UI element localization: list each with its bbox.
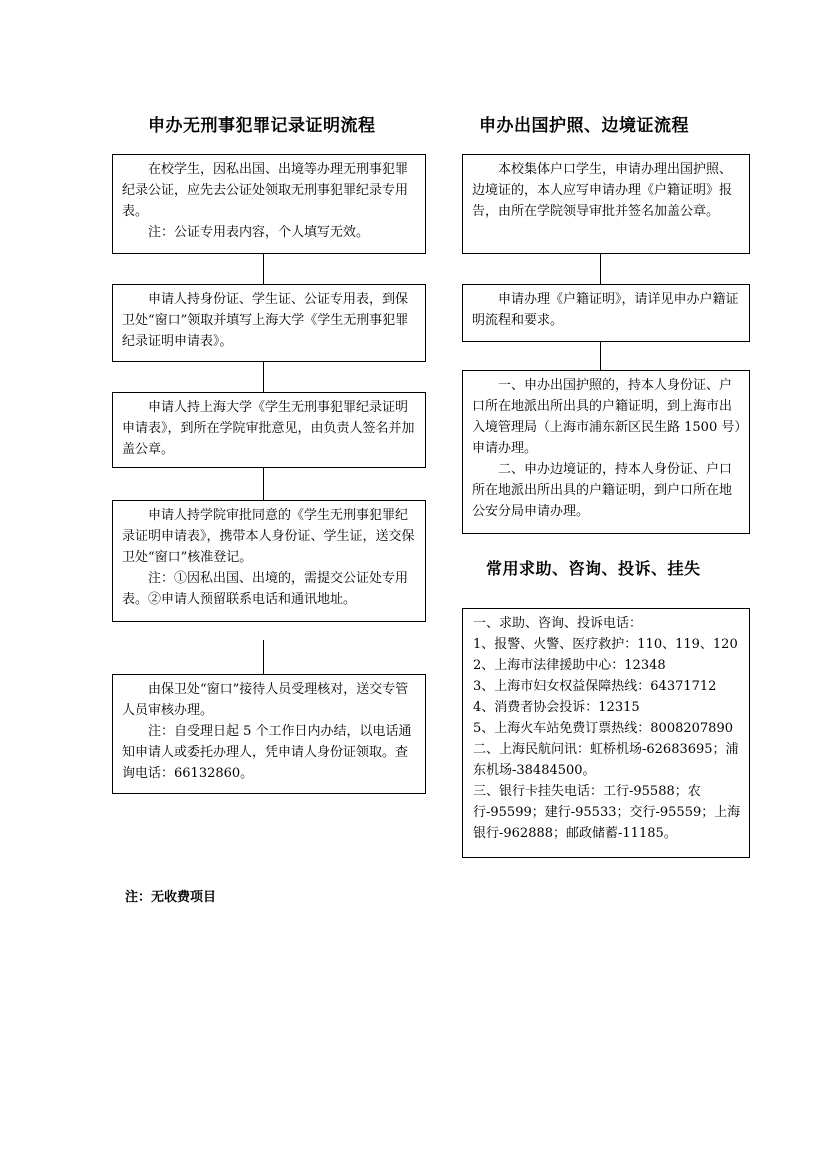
left-step-4 bbox=[112, 500, 426, 622]
step-note: 注：①因私出国、出境的，需提交公证处专用表。②申请人预留联系电话和通讯地址。 bbox=[122, 571, 409, 607]
connector-line bbox=[263, 468, 264, 500]
footer-note: 注：无收费项目 bbox=[125, 890, 217, 905]
help-line: 一、求助、咨询、投诉电话： bbox=[473, 616, 643, 631]
help-line: 1、报警、火警、医疗救护：110、119、120 bbox=[473, 637, 738, 652]
step-text: 一、申办出国护照的，持本人身份证、户口所在地派出所出具的户籍证明，到上海市出入境管理局（上海市浦东新区民生路 1500 号）申请办理。 bbox=[472, 378, 741, 456]
help-line: 三、银行卡挂失电话：工行-95588；农行-95599；建行-95533；交行-95559；上海银行-962888；邮政储蓄-11185。 bbox=[473, 784, 741, 841]
right-flow-title: 申办出国护照、边境证流程 bbox=[479, 116, 689, 136]
right-step-3 bbox=[462, 370, 750, 534]
connector-line bbox=[263, 362, 264, 392]
step-text: 申请人持学院审批同意的《学生无刑事犯罪纪录证明申请表》，携带本人身份证、学生证，送交保卫处“窗口”核准登记。 bbox=[122, 508, 415, 565]
help-line: 5、上海火车站免费订票热线：8008207890 bbox=[473, 721, 733, 736]
connector-line bbox=[600, 254, 601, 284]
left-step-5 bbox=[112, 674, 426, 794]
step-note: 注：公证专用表内容，个人填写无效。 bbox=[148, 225, 370, 240]
step-text: 申请人持身份证、学生证、公证专用表，到保卫处“窗口”领取并填写上海大学《学生无刑事犯罪纪录证明申请表》。 bbox=[122, 292, 409, 349]
connector-line bbox=[263, 640, 264, 674]
step-note: 注：自受理日起 5 个工作日内办结，以电话通知申请人或委托办理人，凭申请人身份证领取。查询电话：66132860。 bbox=[122, 724, 412, 781]
step-text: 由保卫处“窗口”接待人员受理核对，送交专管人员审核办理。 bbox=[122, 682, 409, 718]
step-text: 申请办理《户籍证明》，请详见申办户籍证明流程和要求。 bbox=[472, 292, 739, 328]
step-text: 二、申办边境证的，持本人身份证、户口所在地派出所出具的户籍证明，到户口所在地公安分局申请办理。 bbox=[472, 462, 733, 519]
left-flow-title: 申办无刑事犯罪记录证明流程 bbox=[148, 116, 376, 136]
help-line: 3、上海市妇女权益保障热线：64371712 bbox=[473, 679, 717, 694]
help-line: 二、上海民航问讯：虹桥机场-62683695；浦东机场-38484500。 bbox=[473, 742, 739, 778]
step-text: 申请人持上海大学《学生无刑事犯罪纪录证明申请表》，到所在学院审批意见，由负责人签名并加盖公章。 bbox=[122, 400, 415, 457]
connector-line bbox=[263, 254, 264, 284]
help-line: 4、消费者协会投诉：12315 bbox=[473, 700, 640, 715]
step-text: 在校学生，因私出国、出境等办理无刑事犯罪纪录公证，应先去公证处领取无刑事犯罪纪录专用表。 bbox=[122, 162, 409, 219]
right-step-1 bbox=[462, 154, 750, 254]
connector-line bbox=[600, 342, 601, 370]
help-box bbox=[462, 608, 750, 858]
help-title: 常用求助、咨询、投诉、挂失 bbox=[486, 559, 701, 578]
left-step-1 bbox=[112, 154, 426, 254]
left-step-2 bbox=[112, 284, 426, 362]
right-step-2 bbox=[462, 284, 750, 342]
step-text: 本校集体户口学生，申请办理出国护照、边境证的，本人应写申请办理《户籍证明》报告，由所在学院领导审批并签名加盖公章。 bbox=[472, 162, 733, 219]
help-line: 2、上海市法律援助中心：12348 bbox=[473, 658, 666, 673]
left-step-3 bbox=[112, 392, 426, 468]
